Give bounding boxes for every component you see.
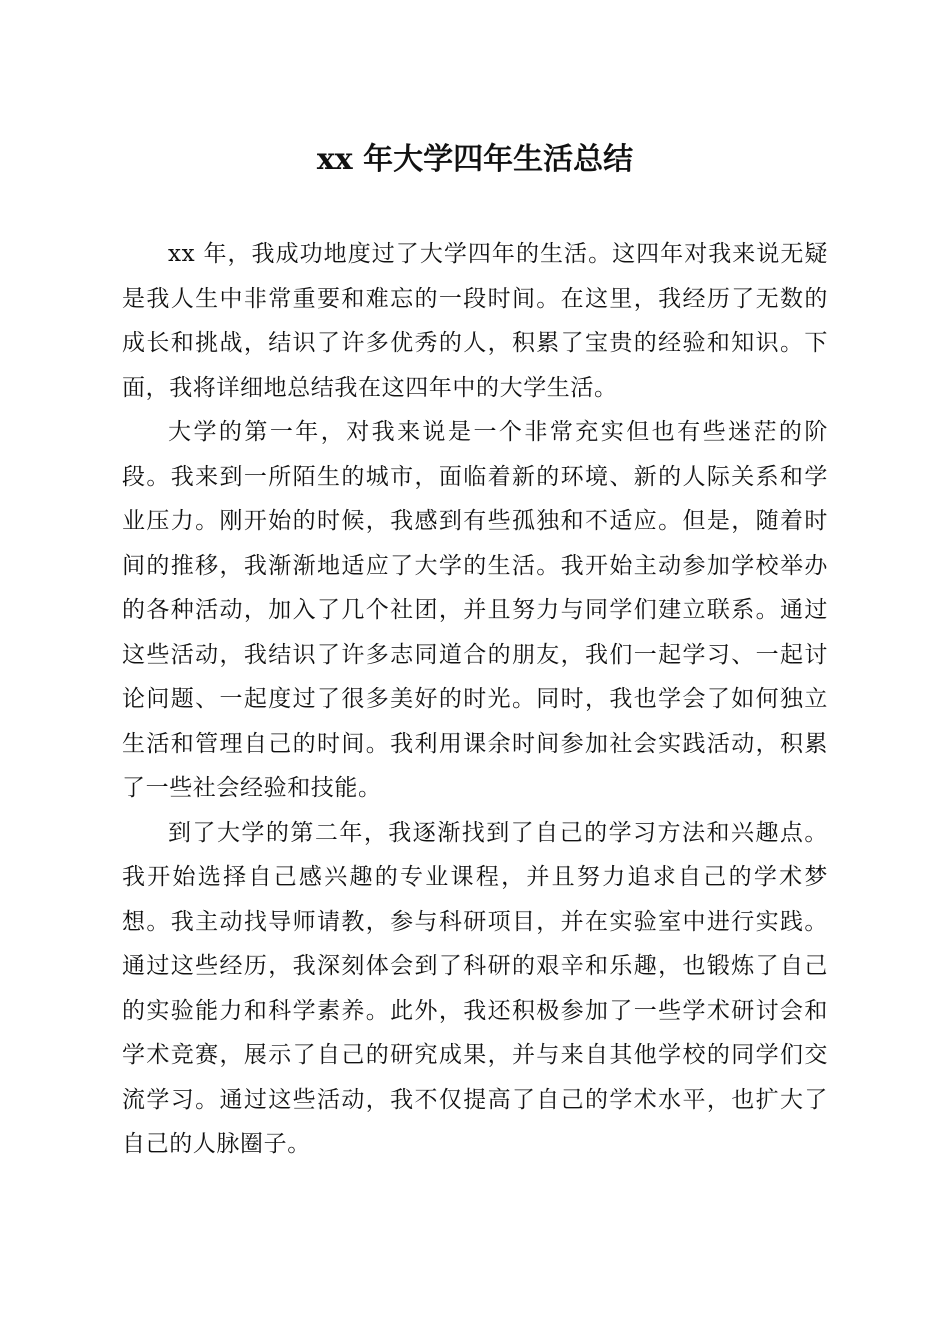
- paragraph-intro: xx 年，我成功地度过了大学四年的生活。这四年对我来说无疑是我人生中非常重要和难忘的一段时间。在这里，我经历了无数的成长和挑战，结识了许多优秀的人，积累了宝贵的经验和知识。下面，我将详细地总结我在这四年中的大学生活。: [122, 241, 828, 401]
- document-title: xx 年大学四年生活总结: [316, 142, 634, 177]
- paragraph-second-year: 到了大学的第二年，我逐渐找到了自己的学习方法和兴趣点。我开始选择自己感兴趣的专业课程，并且努力追求自己的学术梦想。我主动找导师请教，参与科研项目，并在实验室中进行实践。通过这些经历，我深刻体会到了科研的艰辛和乐趣，也锻炼了自己的实验能力和科学素养。此外，我还积极参加了一些学术研讨会和学术竞赛，展示了自己的研究成果，并与来自其他学校的同学们交流学习。通过这些活动，我不仅提高了自己的学术水平，也扩大了自己的人脉圈子。: [122, 819, 828, 1157]
- paragraph-first-year: 大学的第一年，对我来说是一个非常充实但也有些迷茫的阶段。我来到一所陌生的城市，面临着新的环境、新的人际关系和学业压力。刚开始的时候，我感到有些孤独和不适应。但是，随着时间的推移，我渐渐地适应了大学的生活。我开始主动参加学校举办的各种活动，加入了几个社团，并且努力与同学们建立联系。通过这些活动，我结识了许多志同道合的朋友，我们一起学习、一起讨论问题、一起度过了很多美好的时光。同时，我也学会了如何独立生活和管理自己的时间。我利用课余时间参加社会实践活动，积累了一些社会经验和技能。: [122, 419, 828, 801]
- document-body: [122, 232, 828, 1167]
